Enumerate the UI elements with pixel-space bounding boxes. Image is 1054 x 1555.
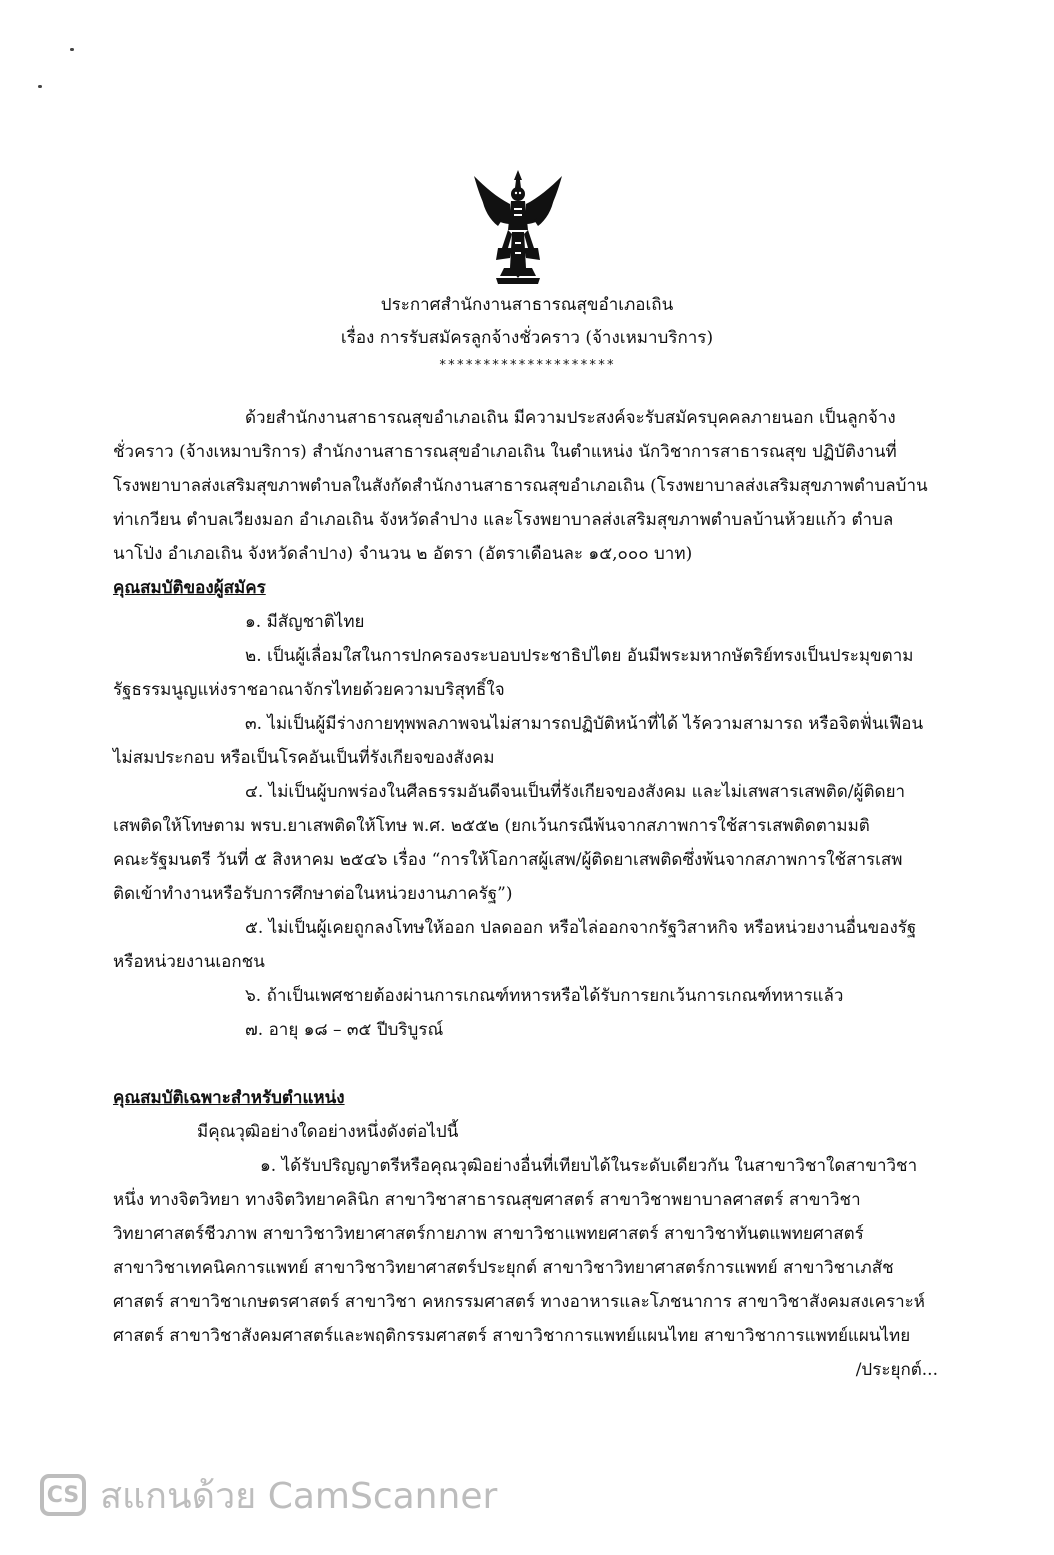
qualification-line: ติดเข้าทำงานหรือรับการศึกษาต่อในหน่วยงานภาครัฐ”): [113, 884, 513, 904]
qualification-line: เสพติดให้โทษตาม พรบ.ยาเสพติดให้โทษ พ.ศ. ๒๕๕๒ (ยกเว้นกรณีพ้นจากสภาพการใช้สารเสพติดตามมติ: [113, 816, 870, 836]
qualification-line: คณะรัฐมนตรี วันที่ ๕ สิงหาคม ๒๕๔๖ เรื่อง “การให้โอกาสผู้เสพ/ผู้ติดยาเสพติดซึ่งพ้นจากสภาพการใช้สารเสพ: [113, 850, 903, 870]
intro-line: โรงพยาบาลส่งเสริมสุขภาพตำบลในสังกัดสำนักงานสาธารณสุขอำเภอเถิน (โรงพยาบาลส่งเสริมสุขภาพตำบลบ้าน: [113, 476, 928, 496]
qualification-line: ๓. ไม่เป็นผู้มีร่างกายทุพพลภาพจนไม่สามารถปฏิบัติหน้าที่ได้ ไร้ความสามารถ หรือจิตฟั่นเฟือน: [245, 714, 924, 734]
intro-line: ด้วยสำนักงานสาธารณสุขอำเภอเถิน มีความประสงค์จะรับสมัครบุคคลภายนอก เป็นลูกจ้าง: [245, 408, 896, 428]
intro-line: ชั่วคราว (จ้างเหมาบริการ) สำนักงานสาธารณสุขอำเภอเถิน ในตำแหน่ง นักวิชาการสาธารณสุข ปฏิบัติงานที่: [113, 442, 897, 462]
separator-stars: ********************: [438, 358, 616, 373]
camscanner-logo-icon: CS: [40, 1474, 86, 1516]
announcement-title: ประกาศสำนักงานสาธารณสุขอำเภอเถิน: [380, 295, 674, 315]
qualification-line: ๕. ไม่เป็นผู้เคยถูกลงโทษให้ออก ปลดออก หรือไล่ออกจากรัฐวิสาหกิจ หรือหน่วยงานอื่นของรัฐ: [245, 918, 917, 938]
scan-speck: [70, 48, 74, 51]
qualification-line: หรือหน่วยงานเอกชน: [113, 952, 265, 972]
position-qualification-line: สาขาวิชาเทคนิคการแพทย์ สาขาวิชาวิทยาศาสตร์ประยุกต์ สาขาวิชาวิทยาศาสตร์การแพทย์ สาขาวิชาเภสัช: [113, 1258, 894, 1278]
watermark-text: สแกนด้วย CamScanner: [100, 1475, 498, 1517]
position-qualification-line: ศาสตร์ สาขาวิชาสังคมศาสตร์และพฤติกรรมศาสตร์ สาขาวิชาการแพทย์แผนไทย สาขาวิชาการแพทย์แผนไทย: [113, 1326, 911, 1346]
qualification-line: ๗. อายุ ๑๘ – ๓๕ ปีบริบูรณ์: [245, 1020, 444, 1040]
scan-speck: [38, 85, 42, 88]
qualification-line: ๖. ถ้าเป็นเพศชายต้องผ่านการเกณฑ์ทหารหรือได้รับการยกเว้นการเกณฑ์ทหารแล้ว: [245, 986, 844, 1006]
position-qualification-line: หนึ่ง ทางจิตวิทยา ทางจิตวิทยาคลินิก สาขาวิชาสาธารณสุขศาสตร์ สาขาวิชาพยาบาลศาสตร์ สาขาวิชา: [113, 1190, 861, 1210]
qualifications-heading: คุณสมบัติของผู้สมัคร: [113, 578, 266, 598]
announcement-subject: เรื่อง การรับสมัครลูกจ้างชั่วคราว (จ้างเหมาบริการ): [340, 328, 714, 348]
intro-line: นาโป่ง อำเภอเถิน จังหวัดลำปาง) จำนวน ๒ อัตรา (อัตราเดือนละ ๑๕,๐๐๐ บาท): [113, 544, 693, 564]
position-qualification-line: วิทยาศาสตร์ชีวภาพ สาขาวิชาวิทยาศาสตร์กายภาพ สาขาวิชาแพทยศาสตร์ สาขาวิชาทันตแพทยศาสตร์: [113, 1224, 864, 1244]
qualification-line: ๑. มีสัญชาติไทย: [245, 612, 365, 632]
garuda-emblem-icon: [468, 168, 568, 286]
continued-marker: /ประยุกต์...: [855, 1360, 938, 1380]
position-qualification-line: ศาสตร์ สาขาวิชาเกษตรศาสตร์ สาขาวิชา คหกรรมศาสตร์ ทางอาหารและโภชนาการ สาขาวิชาสังคมสงเคราะห์: [113, 1292, 925, 1312]
position-qualification-line: มีคุณวุฒิอย่างใดอย่างหนึ่งดังต่อไปนี้: [197, 1122, 459, 1142]
qualification-line: ไม่สมประกอบ หรือเป็นโรคอันเป็นที่รังเกียจของสังคม: [113, 748, 495, 768]
qualification-line: รัฐธรรมนูญแห่งราชอาณาจักรไทยด้วยความบริสุทธิ์ใจ: [113, 680, 505, 700]
position-qualification-line: ๑. ได้รับปริญญาตรีหรือคุณวุฒิอย่างอื่นที่เทียบได้ในระดับเดียวกัน ในสาขาวิชาใดสาขาวิชา: [260, 1156, 918, 1176]
qualification-line: ๔. ไม่เป็นผู้บกพร่องในศีลธรรมอันดีจนเป็นที่รังเกียจของสังคม และไม่เสพสารเสพติด/ผู้ติดยา: [245, 782, 906, 802]
camscanner-watermark: [40, 1470, 497, 1520]
intro-line: ท่าเกวียน ตำบลเวียงมอก อำเภอเถิน จังหวัดลำปาง และโรงพยาบาลส่งเสริมสุขภาพตำบลบ้านห้วยแก้ว ตำบล: [113, 510, 894, 530]
position-qualifications-heading: คุณสมบัติเฉพาะสำหรับตำแหน่ง: [113, 1088, 345, 1108]
qualification-line: ๒. เป็นผู้เลื่อมใสในการปกครองระบอบประชาธิปไตย อันมีพระมหากษัตริย์ทรงเป็นประมุขตาม: [245, 646, 914, 666]
